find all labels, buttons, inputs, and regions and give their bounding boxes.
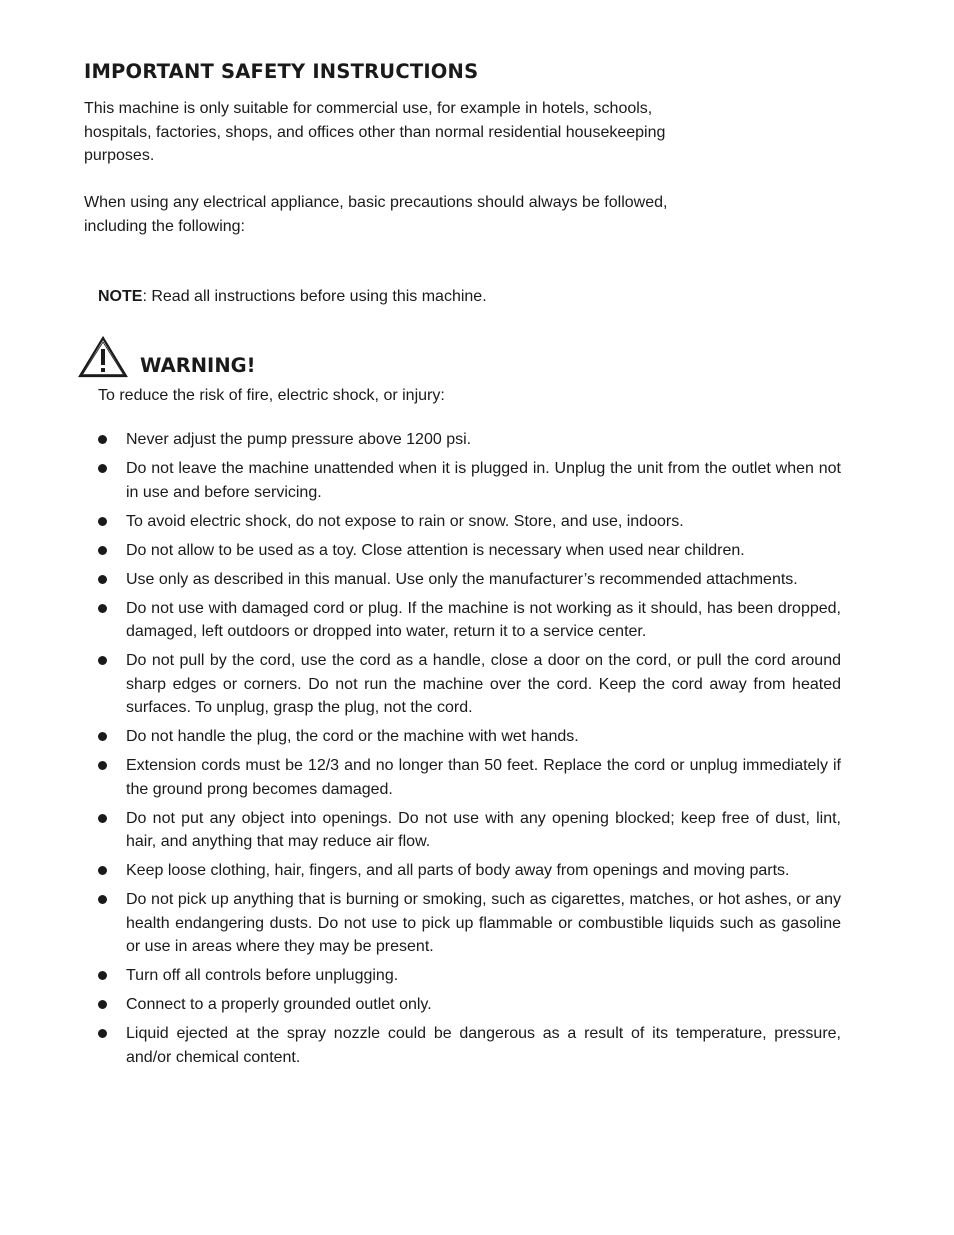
list-item-text: Liquid ejected at the spray nozzle could be dangerous as a result of its temperature, pressure, and/or chemical content. <box>126 1025 841 1066</box>
list-item <box>96 859 841 883</box>
list-item-text: Use only as described in this manual. Use only the manufacturer’s recommended attachments. <box>126 570 798 588</box>
list-item <box>96 888 841 959</box>
list-item <box>96 807 841 854</box>
list-item-text: Do not pull by the cord, use the cord as a handle, close a door on the cord, or pull the cord around sharp edges or corners. Do not run the machine over the cord. Keep the cord away from heated surfaces. To unplug, grasp the plug, not the cord. <box>126 652 841 716</box>
bullet-icon <box>98 464 107 473</box>
list-item-text: Keep loose clothing, hair, fingers, and all parts of body away from openings and moving parts. <box>126 862 790 879</box>
bullet-icon <box>98 1000 107 1009</box>
bullet-icon <box>98 604 107 613</box>
list-item-text: Connect to a properly grounded outlet only. <box>126 996 432 1013</box>
warning-subtitle: To reduce the risk of fire, electric shock, or injury: <box>98 387 445 404</box>
list-item <box>96 725 841 749</box>
list-item-text: Do not pick up anything that is burning or smoking, such as cigarettes, matches, or hot ashes, or any health endangering dusts. Do not use to pick up flammable or combustible liquids such as gasoline or use in areas where they may be present. <box>126 891 841 955</box>
bullet-icon <box>98 814 107 823</box>
list-item-text: Do not handle the plug, the cord or the machine with wet hands. <box>126 728 579 745</box>
bullet-icon <box>98 546 107 555</box>
note-text: : Read all instructions before using this machine. <box>142 288 487 305</box>
list-item-text: Do not leave the machine unattended when it is plugged in. Unplug the unit from the outlet when not in use and before servicing. <box>126 460 841 501</box>
list-item <box>96 597 841 644</box>
list-item <box>96 649 841 720</box>
list-item <box>96 993 841 1017</box>
bullet-icon <box>98 732 107 741</box>
note-label: NOTE <box>98 288 143 305</box>
list-item-text: Do not put any object into openings. Do not use with any opening blocked; keep free of dust, lint, hair, and anything that may reduce air flow. <box>126 809 841 850</box>
list-item <box>96 539 841 563</box>
list-item-text: Turn off all controls before unplugging. <box>126 967 399 984</box>
bullet-icon <box>98 517 107 526</box>
list-item <box>96 754 841 801</box>
list-item <box>96 1022 841 1069</box>
bullet-icon <box>98 895 107 904</box>
page-title: IMPORTANT SAFETY INSTRUCTIONS <box>84 60 479 83</box>
warning-triangle-icon <box>78 336 128 378</box>
list-item-text: To avoid electric shock, do not expose to rain or snow. Store, and use, indoors. <box>126 512 684 530</box>
safety-bullet-list <box>96 428 841 1075</box>
intro-paragraph-commercial-use: This machine is only suitable for commercial use, for example in hotels, schools, hospitals, factories, shops, and offices other than normal residential housekeeping purposes. <box>84 100 666 164</box>
list-item-text: Do not allow to be used as a toy. Close attention is necessary when used near children. <box>126 541 745 559</box>
list-item-text: Extension cords must be 12/3 and no longer than 50 feet. Replace the cord or unplug immediately if the ground prong becomes damaged. <box>126 757 841 798</box>
note-line <box>98 285 487 309</box>
list-item-text: Do not use with damaged cord or plug. If the machine is not working as it should, has been dropped, damaged, left outdoors or dropped into water, return it to a service center. <box>126 599 841 640</box>
bullet-icon <box>98 656 107 665</box>
list-item <box>96 457 841 504</box>
bullet-icon <box>98 575 107 584</box>
list-item <box>96 510 841 534</box>
intro-paragraph-precautions: When using any electrical appliance, basic precautions should always be followed, including the following: <box>84 194 668 235</box>
warning-title: WARNING! <box>140 354 256 377</box>
list-item-text: Never adjust the pump pressure above 1200 psi. <box>126 431 472 448</box>
bullet-icon <box>98 1029 107 1038</box>
bullet-icon <box>98 971 107 980</box>
list-item <box>96 964 841 988</box>
bullet-icon <box>98 866 107 875</box>
list-item <box>96 428 841 452</box>
list-item <box>96 568 841 592</box>
bullet-icon <box>98 761 107 770</box>
bullet-icon <box>98 435 107 444</box>
